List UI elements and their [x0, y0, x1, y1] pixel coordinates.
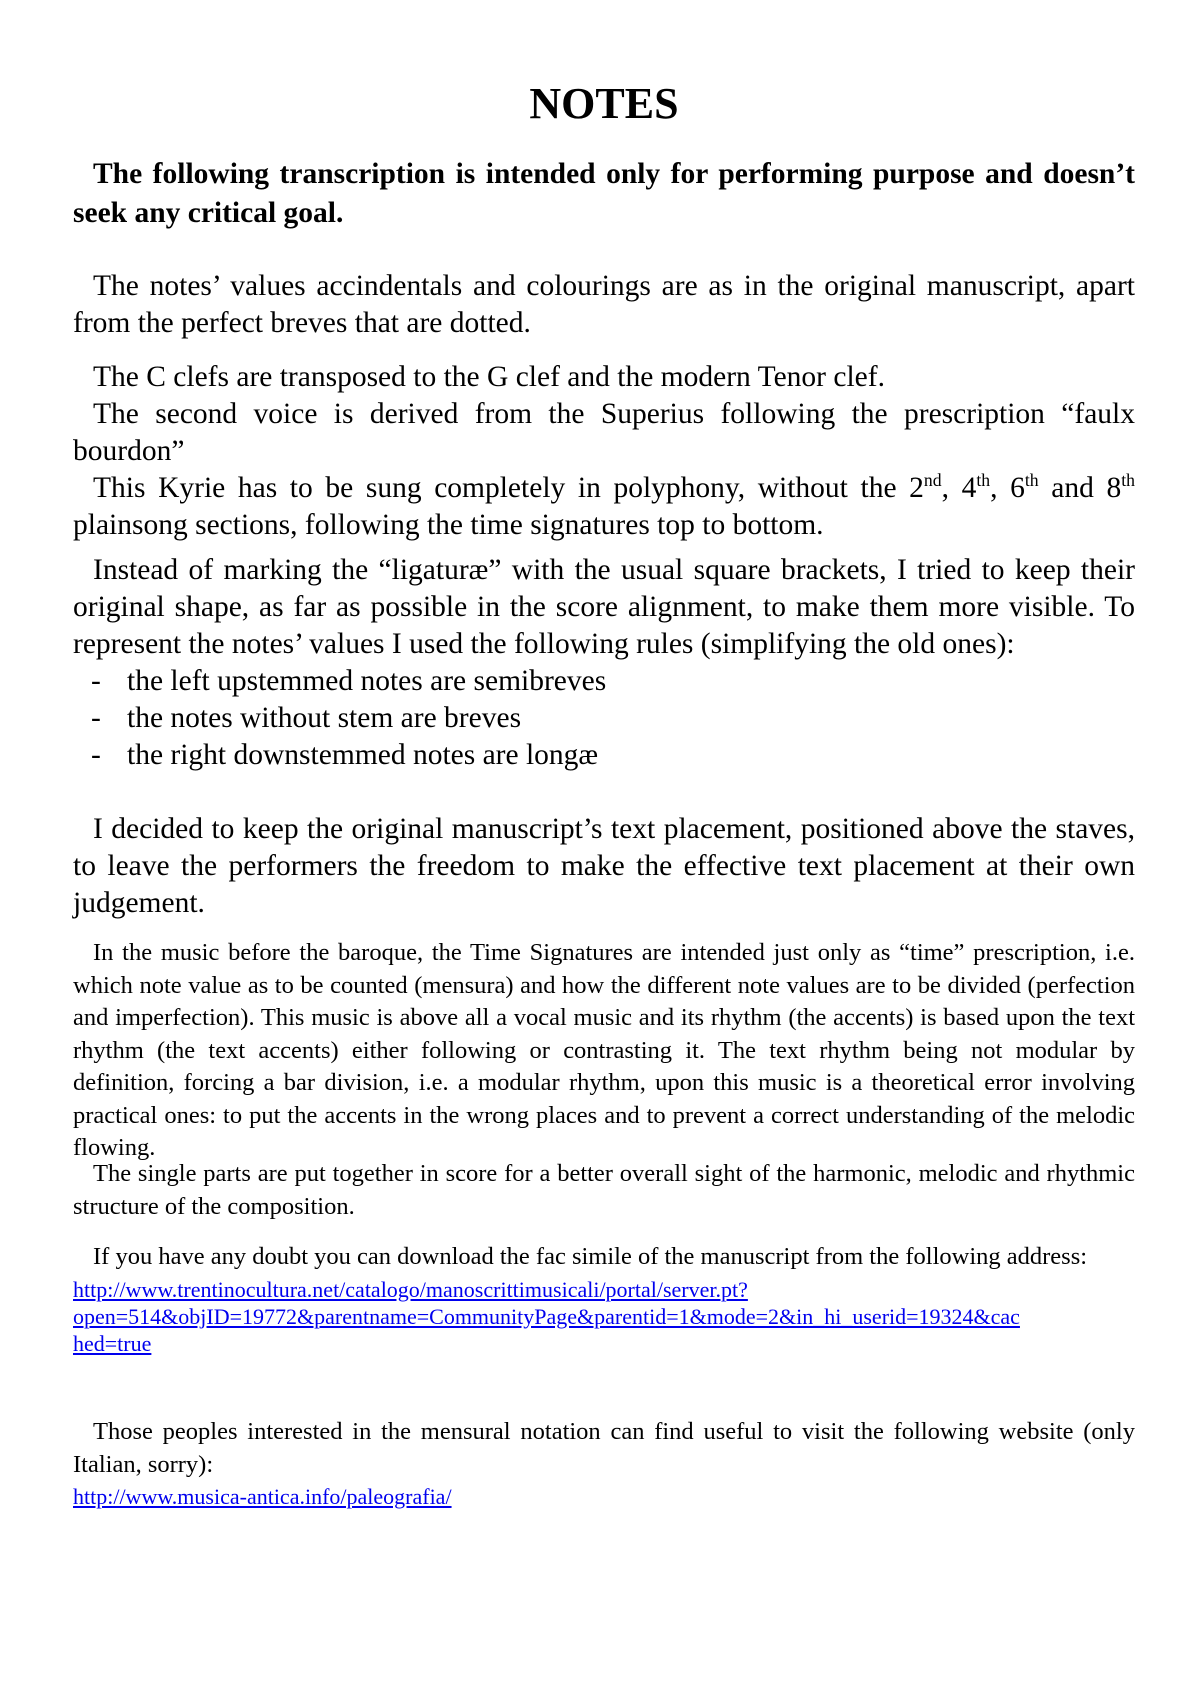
paragraph-time-signatures: In the music before the baroque, the Time Signatures are intended just only as “time” prescription, i.e. which note value as to be counted (mensura) and how the different note values are to be divided (perfection and imperfection). This music is above all a vocal music and its rhythm (the accents) is based upon the text rhythm (the text accents) either following or contrasting it. The text rhythm being not modular by definition, forcing a bar division, i.e. a modular rhythm, upon this music is a theoretical error involving practical ones: to put the accents in the wrong places and to prevent a correct understanding of the melodic flowing. — [73, 939, 1135, 1161]
paragraph-clefs-voices — [73, 359, 1135, 544]
paragraph-note-values: The notes’ values accindentals and colourings are as in the original manuscript, apart from the perfect breves that are dotted. — [73, 270, 1135, 339]
paragraph-text-placement: I decided to keep the original manuscript’s text placement, positioned above the staves, to leave the performers the freedom to make the effective text placement at their own judgement. — [73, 813, 1135, 919]
list-item: - the notes without stem are breves — [91, 702, 522, 734]
paragraph-ligatures: Instead of marking the “ligaturæ” with the usual square brackets, I tried to keep their original shape, as far as possible in the score alignment, to make them more visible. To represent the notes’ values I used the following rules (simplifying the old ones): - the left upstemmed notes are semibreves - the notes without stem are breves - the right downstemmed notes are longæ — [73, 552, 1135, 774]
paragraph-fac-simile: If you have any doubt you can download the fac simile of the manuscript from the following address: http://www.trentinocultura.net/catalogo/manoscrittimusicali/portal/server.pt? open=514&objID=19772&parentname=CommunityPage&parentid=1&mode=2&in_hi_userid=19324&cac hed=true — [73, 1241, 1135, 1357]
list-item: - the left upstemmed notes are semibreves — [91, 665, 607, 697]
manuscript-link[interactable]: http://www.trentinocultura.net/catalogo/manoscrittimusicali/portal/server.pt? open=514&objID=19772&parentname=CommunityPage&parentid=1&mode=2&in_hi_userid=19324&cac hed=true — [73, 1276, 1020, 1356]
rules-list — [73, 663, 1135, 774]
paragraph-mensural: Those peoples interested in the mensural notation can find useful to visit the following website (only Italian, sorry): http://www.musica-antica.info/paleografia/ — [73, 1418, 1135, 1509]
page-title: NOTES — [529, 79, 679, 128]
paleografia-link[interactable]: http://www.musica-antica.info/paleografia/ — [73, 1484, 452, 1509]
clefs-line: The C clefs are transposed to the G clef and the modern Tenor clef. — [93, 361, 885, 393]
paragraph-score: The single parts are put together in score for a better overall sight of the harmonic, melodic and rhythmic structure of the composition. — [73, 1160, 1135, 1220]
list-item: - the right downstemmed notes are longæ — [91, 739, 599, 771]
kyrie-line: This Kyrie has to be sung completely in polyphony, without the 2nd, 4th, 6th and 8th plainsong sections, following the time signatures top to bottom. — [73, 470, 1135, 541]
intro-paragraph: The following transcription is intended only for performing purpose and doesn’t seek any critical goal. — [73, 158, 1135, 229]
second-voice-line: The second voice is derived from the Superius following the prescription “faulx bourdon” — [73, 398, 1135, 467]
